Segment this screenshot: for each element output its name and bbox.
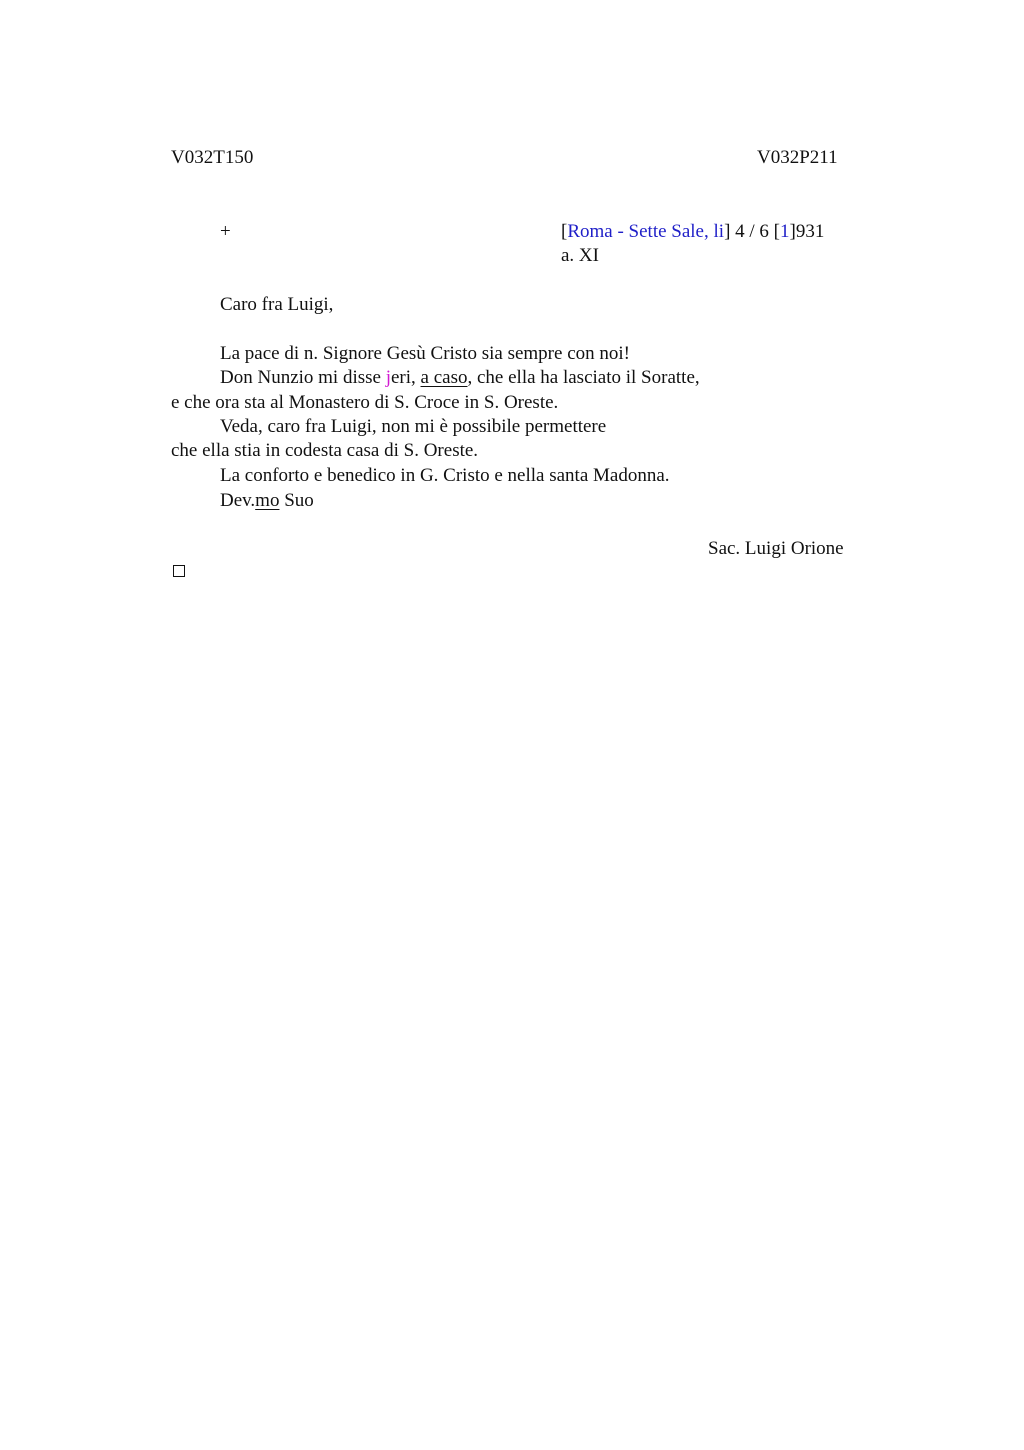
cross-mark: + bbox=[220, 221, 231, 242]
page-code: V032P211 bbox=[757, 147, 838, 168]
square-outline-icon bbox=[173, 565, 185, 577]
salutation: Caro fra Luigi, bbox=[220, 294, 334, 315]
closing-line bbox=[220, 489, 314, 513]
text-span: Don Nunzio mi disse bbox=[220, 367, 386, 388]
body-line: che ella stia in codesta casa di S. Oreste. bbox=[171, 440, 479, 461]
body-line: Veda, caro fra Luigi, non mi è possibile permettere bbox=[220, 416, 607, 437]
underlined-text: mo bbox=[255, 490, 280, 511]
body-line: La conforto e benedico in G. Cristo e nella santa Madonna. bbox=[220, 465, 670, 486]
dateline-era: a. XI bbox=[561, 245, 599, 266]
body-line: e che ora sta al Monastero di S. Croce in S. Oreste. bbox=[171, 392, 559, 413]
body-line: La pace di n. Signore Gesù Cristo sia sempre con noi! bbox=[220, 343, 630, 364]
dateline-year-digit: 1 bbox=[780, 221, 790, 242]
text-span: , che ella ha lasciato il Soratte, bbox=[467, 367, 700, 388]
text-span: Suo bbox=[279, 490, 314, 511]
text-span: eri, bbox=[391, 367, 421, 388]
body-line bbox=[220, 366, 700, 390]
dateline-date: 4 / 6 bbox=[730, 221, 774, 242]
signature: Sac. Luigi Orione bbox=[708, 538, 844, 559]
dateline bbox=[561, 220, 824, 244]
dateline-place: Roma - Sette Sale, li bbox=[567, 221, 725, 242]
bracket-close: ] bbox=[724, 221, 731, 242]
bracket-open: [ bbox=[561, 221, 568, 242]
spelling-variant: j bbox=[385, 367, 391, 388]
doc-code: V032T150 bbox=[171, 147, 254, 168]
bracket-open: [ bbox=[773, 221, 780, 242]
underlined-text: a caso bbox=[420, 367, 468, 388]
dateline-year: 931 bbox=[795, 221, 825, 242]
text-span: Dev. bbox=[220, 490, 256, 511]
bracket-close: ] bbox=[789, 221, 796, 242]
